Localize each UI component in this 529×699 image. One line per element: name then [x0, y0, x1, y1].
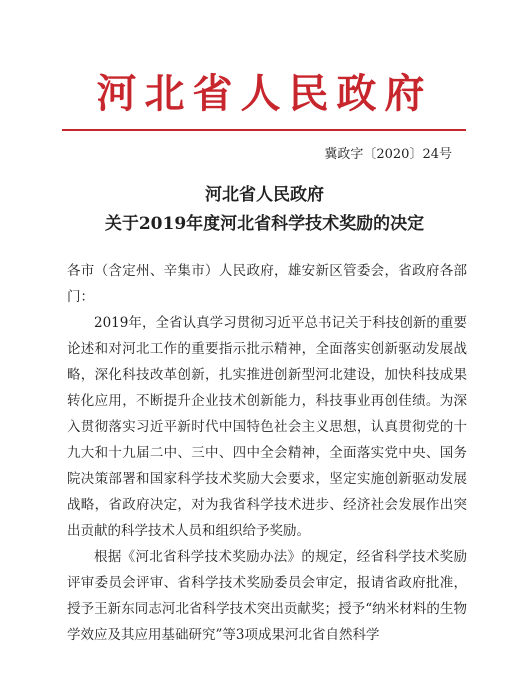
issuer-header: 河北省人民政府 [96, 70, 433, 117]
body-paragraph-2: 根据《河北省科学技术奖励办法》的规定，经省科学技术奖励评审委员会评审、省科学技术奖励委员会审定，报请省政府批准，授予王新东同志河北省科学技术突出贡献奖；授予“纳米材料的生物学效应及其应用基础研究”等3项成果河北省自然科学 [67, 549, 467, 643]
body-paragraph-1: 2019年，全省认真学习贯彻习近平总书记关于科技创新的重要论述和对河北工作的重要指示批示精神，全面落实创新驱动发展战略，深化科技改革创新，扎实推进创新型河北建设，加快科技成果转化应用，不断提升企业技术创新能力，科技事业再创佳绩。为深入贯彻落实习近平新时代中国特色社会主义思想，认真贯彻党的十九大和十九届二中、三中、四中全会精神，全面落实党中央、国务院决策部署和国家科学技术奖励大会要求，坚定实施创新驱动发展战略，省政府决定，对为我省科学技术进步、经济社会发展作出突出贡献的科学技术人员和组织给予奖励。 [67, 315, 467, 539]
document-title-line-2: 关于2019年度河北省科学技术奖励的决定 [104, 214, 425, 234]
document-body [67, 258, 467, 648]
addressee-line: 各市（含定州、辛集市）人民政府，雄安新区管委会，省政府各部门： [67, 263, 467, 305]
red-divider-line [62, 129, 466, 131]
document-number: 冀政字〔2020〕24号 [324, 147, 452, 162]
document-title-line-1: 河北省人民政府 [205, 185, 324, 205]
